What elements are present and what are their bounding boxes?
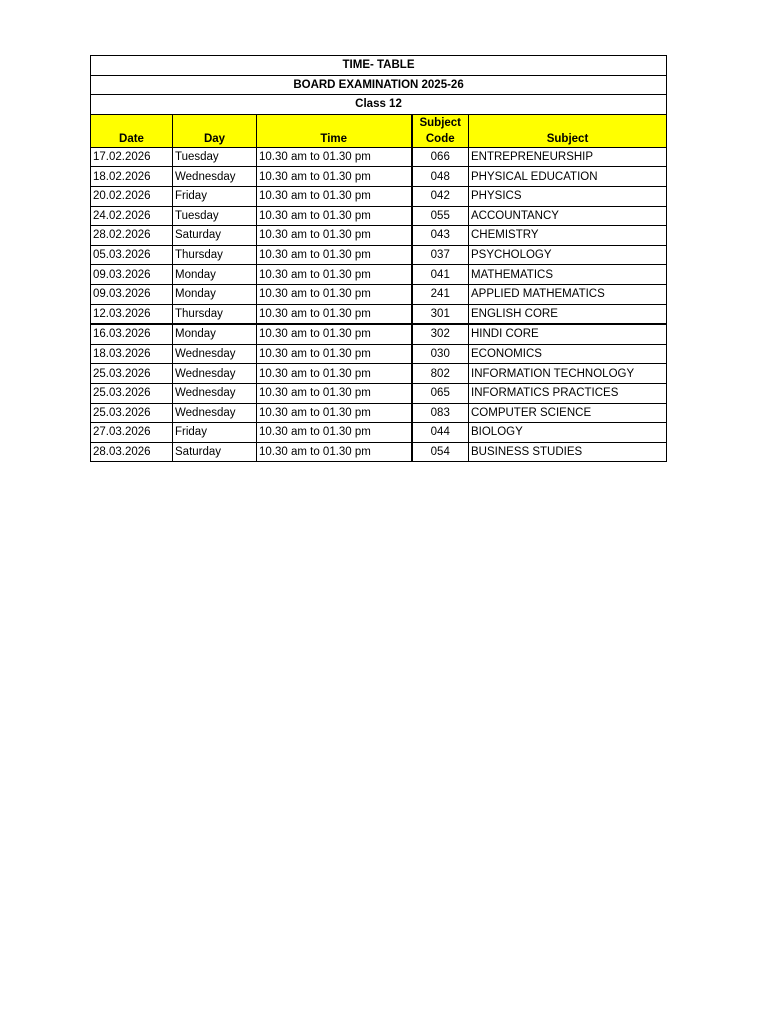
cell-date: 27.03.2026	[91, 423, 173, 443]
cell-subject: BUSINESS STUDIES	[469, 442, 667, 462]
cell-subject: ENGLISH CORE	[469, 304, 667, 324]
cell-day: Saturday	[173, 442, 257, 462]
cell-subject-code: 044	[412, 423, 469, 443]
subtitle-row	[91, 75, 667, 95]
cell-day: Wednesday	[173, 403, 257, 423]
table-row	[91, 324, 667, 344]
header-day: Day	[173, 114, 257, 147]
cell-date: 18.03.2026	[91, 344, 173, 364]
cell-subject-code: 042	[412, 186, 469, 206]
cell-date: 24.02.2026	[91, 206, 173, 226]
cell-date: 25.03.2026	[91, 383, 173, 403]
cell-subject: PSYCHOLOGY	[469, 245, 667, 265]
cell-date: 16.03.2026	[91, 324, 173, 344]
cell-subject: MATHEMATICS	[469, 265, 667, 285]
cell-day: Wednesday	[173, 167, 257, 187]
header-date: Date	[91, 114, 173, 147]
table-row	[91, 167, 667, 187]
cell-subject-code: 055	[412, 206, 469, 226]
cell-subject: ECONOMICS	[469, 344, 667, 364]
cell-subject-code: 802	[412, 364, 469, 384]
cell-subject-code: 054	[412, 442, 469, 462]
exam-name: BOARD EXAMINATION 2025-26	[91, 75, 667, 95]
cell-subject-code: 030	[412, 344, 469, 364]
table-row	[91, 265, 667, 285]
cell-day: Tuesday	[173, 206, 257, 226]
timetable-title: TIME- TABLE	[91, 56, 667, 76]
cell-time: 10.30 am to 01.30 pm	[257, 304, 412, 324]
table-row	[91, 186, 667, 206]
cell-subject-code: 065	[412, 383, 469, 403]
cell-day: Wednesday	[173, 383, 257, 403]
cell-date: 20.02.2026	[91, 186, 173, 206]
table-row	[91, 147, 667, 167]
cell-day: Saturday	[173, 226, 257, 246]
cell-day: Monday	[173, 284, 257, 304]
cell-date: 17.02.2026	[91, 147, 173, 167]
table-row	[91, 206, 667, 226]
table-row	[91, 364, 667, 384]
cell-time: 10.30 am to 01.30 pm	[257, 167, 412, 187]
cell-day: Friday	[173, 186, 257, 206]
header-subject-code	[412, 114, 469, 147]
cell-subject: HINDI CORE	[469, 324, 667, 344]
cell-date: 12.03.2026	[91, 304, 173, 324]
cell-day: Friday	[173, 423, 257, 443]
cell-day: Wednesday	[173, 344, 257, 364]
cell-subject: PHYSICS	[469, 186, 667, 206]
timetable	[90, 55, 667, 462]
cell-day: Monday	[173, 324, 257, 344]
cell-subject-code: 302	[412, 324, 469, 344]
cell-time: 10.30 am to 01.30 pm	[257, 245, 412, 265]
cell-subject-code: 048	[412, 167, 469, 187]
table-row	[91, 226, 667, 246]
cell-date: 09.03.2026	[91, 284, 173, 304]
cell-subject: INFORMATICS PRACTICES	[469, 383, 667, 403]
cell-time: 10.30 am to 01.30 pm	[257, 442, 412, 462]
cell-time: 10.30 am to 01.30 pm	[257, 344, 412, 364]
cell-day: Wednesday	[173, 364, 257, 384]
cell-time: 10.30 am to 01.30 pm	[257, 423, 412, 443]
cell-time: 10.30 am to 01.30 pm	[257, 383, 412, 403]
cell-day: Thursday	[173, 304, 257, 324]
cell-time: 10.30 am to 01.30 pm	[257, 265, 412, 285]
cell-subject: COMPUTER SCIENCE	[469, 403, 667, 423]
cell-time: 10.30 am to 01.30 pm	[257, 403, 412, 423]
cell-time: 10.30 am to 01.30 pm	[257, 284, 412, 304]
table-row	[91, 383, 667, 403]
timetable-body	[91, 56, 667, 462]
cell-date: 28.03.2026	[91, 442, 173, 462]
cell-date: 18.02.2026	[91, 167, 173, 187]
cell-day: Thursday	[173, 245, 257, 265]
cell-subject: ACCOUNTANCY	[469, 206, 667, 226]
cell-day: Tuesday	[173, 147, 257, 167]
cell-subject: BIOLOGY	[469, 423, 667, 443]
table-row	[91, 284, 667, 304]
cell-subject: ENTREPRENEURSHIP	[469, 147, 667, 167]
header-time: Time	[257, 114, 412, 147]
cell-date: 28.02.2026	[91, 226, 173, 246]
cell-subject-code: 066	[412, 147, 469, 167]
cell-time: 10.30 am to 01.30 pm	[257, 226, 412, 246]
cell-subject: PHYSICAL EDUCATION	[469, 167, 667, 187]
cell-time: 10.30 am to 01.30 pm	[257, 186, 412, 206]
header-subject: Subject	[469, 114, 667, 147]
header-code-line1: Subject	[419, 116, 462, 129]
cell-time: 10.30 am to 01.30 pm	[257, 147, 412, 167]
cell-subject: APPLIED MATHEMATICS	[469, 284, 667, 304]
cell-date: 25.03.2026	[91, 364, 173, 384]
cell-subject-code: 037	[412, 245, 469, 265]
header-code-line2: Code	[425, 132, 455, 145]
cell-date: 09.03.2026	[91, 265, 173, 285]
cell-subject: CHEMISTRY	[469, 226, 667, 246]
title-row	[91, 56, 667, 76]
cell-time: 10.30 am to 01.30 pm	[257, 364, 412, 384]
cell-subject-code: 041	[412, 265, 469, 285]
cell-subject-code: 301	[412, 304, 469, 324]
timetable-sheet	[90, 55, 666, 462]
header-row	[91, 114, 667, 147]
class-row	[91, 95, 667, 115]
table-row	[91, 442, 667, 462]
cell-subject-code: 043	[412, 226, 469, 246]
cell-time: 10.30 am to 01.30 pm	[257, 206, 412, 226]
cell-subject-code: 241	[412, 284, 469, 304]
table-row	[91, 245, 667, 265]
table-row	[91, 344, 667, 364]
table-row	[91, 304, 667, 324]
cell-date: 05.03.2026	[91, 245, 173, 265]
cell-subject: INFORMATION TECHNOLOGY	[469, 364, 667, 384]
table-row	[91, 423, 667, 443]
cell-time: 10.30 am to 01.30 pm	[257, 324, 412, 344]
cell-date: 25.03.2026	[91, 403, 173, 423]
cell-subject-code: 083	[412, 403, 469, 423]
cell-day: Monday	[173, 265, 257, 285]
table-row	[91, 403, 667, 423]
class-label: Class 12	[91, 95, 667, 115]
